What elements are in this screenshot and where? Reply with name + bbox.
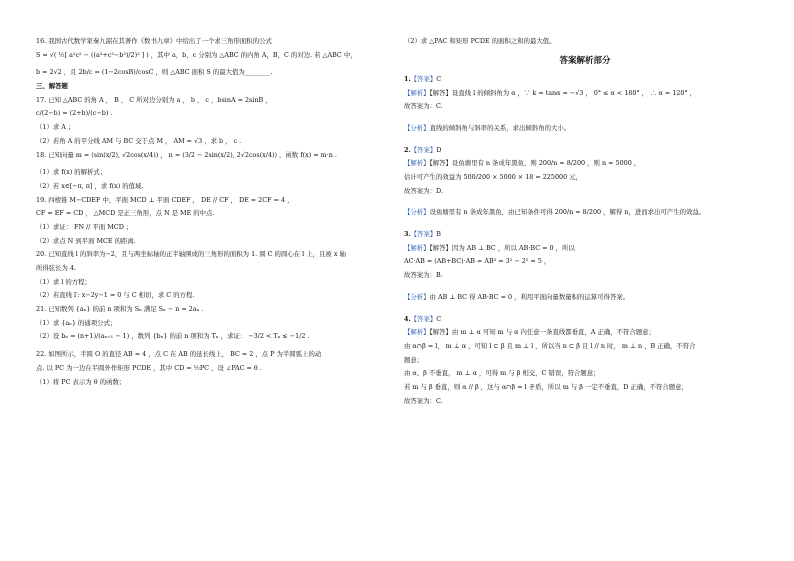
- answer-line: [404, 147, 766, 155]
- answer-line: [404, 231, 766, 239]
- question-line-q16-1: 16. 我国古代数学家秦九韶在其著作《数书九章》中给出了一个求三角形面积的公式: [36, 37, 272, 45]
- answer-tag: 【答案】: [410, 145, 437, 154]
- answer-line: [404, 343, 766, 351]
- answer-text: 由 α∩β = l， m ⊥ α ，可知 l ⊂ β 且 m ⊥ l ，所以当 n ⊂ β 且 l // n 时， m ⊥ n ，B 正确，不符合: [404, 341, 696, 350]
- answers-list: [404, 76, 766, 405]
- answer-block-a2: [404, 147, 766, 217]
- question-line-q22-3: （1）将 PC 表示为 θ 的函数；: [36, 377, 126, 386]
- answer-tag: 【解析】: [404, 328, 430, 337]
- question-line-sec3: 三、解答题: [36, 82, 68, 91]
- answer-text: AC·AB = (AB+BC)·AB = AB² = 3² − 2² = 5 ，: [404, 257, 551, 266]
- question-line-q18-2: （1）求 f(x) 的解析式；: [36, 168, 107, 177]
- answer-text: 设鱼塘里有 n 条成年黑鱼，由已知条件可得 200/n ≈ 8/200 ，解得 n，进而求出可产生的效益。: [429, 208, 706, 217]
- question-line-q16-2: S = √( ½[ a²c² − ((a²+c²−b²)/2)² ] ) ，其中 a，b，c 分别为 △ABC 的内角 A，B，C 的对边. 若 △ABC 中，: [36, 50, 357, 59]
- answer-text: C: [436, 74, 442, 83]
- question-line-q16-3: b = 2√2 ，且 2b/c = (1−2cosB)/cosC ，则 △ABC 面积 S 的最大值为________.: [36, 68, 273, 77]
- question-line-q20-3: （1）求 l 的方程；: [36, 277, 91, 286]
- answer-tag: 【答案】: [410, 74, 437, 83]
- question-line-q20-1: 20. 已知直线 l 的斜率为−2，且与两坐标轴的正半轴围成的三角形的面积为 1. 圆 C 的圆心在 l 上，且被 x 轴: [36, 250, 346, 259]
- answer-line: [404, 188, 766, 196]
- answer-line: [404, 103, 766, 111]
- answer-tag: 【分析】: [404, 123, 430, 132]
- answer-line: [404, 370, 766, 378]
- answer-line: [404, 125, 766, 133]
- question-line-q19-3: （1）求证： FN // 平面 MCD ；: [36, 222, 133, 231]
- answer-tag: 【分析】: [404, 208, 430, 217]
- question-line-q21-1: 21. 已知数列 {aₙ} 的前 n 项和为 Sₙ 满足 Sₙ − n = 2aₙ .: [36, 305, 204, 314]
- answer-line: [404, 258, 766, 266]
- answer-text: 直线的倾斜角与斜率的关系，求出倾斜角的大小。: [429, 123, 571, 132]
- answer-line: [404, 245, 766, 253]
- answer-line: [404, 272, 766, 280]
- question-line-q19-1: 19. 四棱锥 M−CDEF 中，平面 MCD ⊥ 平面 CDEF ， DE // CF ， DE = 2CF = 4 ，: [36, 195, 294, 204]
- answer-text: 故答案为：B.: [404, 271, 443, 280]
- answer-text: 估计可产生的效益为 500/200 × 5000 × 18 = 225000 元，: [404, 173, 582, 181]
- answer-text: 由 α、β 不垂直， m ⊥ α ，可得 m 与 β 相交，C 错误，符合题意；: [404, 369, 600, 378]
- answer-text: 由 AB ⊥ BC 得 AB·BC = 0 ，利用平面向量数量积的运算可得答案。: [429, 292, 630, 301]
- answer-block-a3: [404, 231, 766, 301]
- answer-text: D: [436, 145, 442, 154]
- question-line-q20-4: （2）若直线 l′: x−2y−1 = 0 与 C 相切，求 C 的方程.: [36, 291, 195, 300]
- question-line-q21-2: （1）求 {aₙ} 的通项公式；: [36, 318, 117, 327]
- question-line-q17-4: （2）若角 A 的平分线 AM 与 BC 交于点 M ， AM = √3 ，求 b ， c .: [36, 136, 242, 145]
- answer-tag: 【解析】: [404, 243, 430, 252]
- question-line-q17-1: 17. 已知 △ABC 的角 A ， B ， C 所对边分别为 a ， b ， c ，bsinA = 2sinB ，: [36, 95, 272, 104]
- answer-line: [404, 316, 766, 324]
- answer-line: [404, 329, 766, 337]
- answer-line: [404, 76, 766, 84]
- right-column: [404, 38, 766, 419]
- answer-text: 故答案为：C.: [404, 102, 443, 111]
- answer-text: 故答案为：D.: [404, 186, 443, 195]
- answer-number: 1.: [404, 74, 411, 83]
- answer-text: 【解答】由 m ⊥ α 可知 m 与 α 内任意一条直线都垂直，A 正确，不符合题意；: [429, 328, 655, 337]
- answer-text: C: [436, 314, 442, 323]
- question-line-q17-3: （1）求 A ；: [36, 123, 75, 132]
- answer-block-a4: [404, 316, 766, 406]
- answer-line: [404, 384, 766, 392]
- question-line-q18-3: （2）若 x∈[−π, π] ，求 f(x) 的值域.: [36, 181, 144, 190]
- question-line-q22-2: 点. 以 PC 为一边在半圆外作矩形 PCDE ，其中 CD = ½PC ，设 ∠PAC = θ .: [36, 363, 262, 372]
- answer-line: [404, 90, 766, 98]
- question-line-q21-3: （2）设 bₙ = (n+1)/(aₙ₊₁ − 1) ，数列 {bₙ} 的前 n 项和为 Tₙ ，求证： −3/2 < Tₙ ≤ −1/2 .: [36, 332, 310, 341]
- answer-tag: 【解析】: [404, 88, 430, 97]
- answer-text: 【解答】设鱼塘里有 n 条成年黑鱼，则 200/n ≈ 8/200 ，则 n ≈ 5000 ，: [429, 159, 641, 168]
- answer-text: 【解答】设直线 l 的倾斜角为 α ，∵ k = tanα = −√3 ， 0° ≤ α < 180° ， ∴ α = 120° ，: [429, 88, 697, 97]
- answer-line: [404, 209, 766, 217]
- answer-tag: 【分析】: [404, 292, 430, 301]
- answer-tag: 【答案】: [410, 230, 437, 239]
- answer-text: 若 m 与 β 垂直，则 α // β ，这与 α∩β = l 矛盾，所以 m 与 β 一定不垂直，D 正确，不符合题意，: [404, 382, 688, 391]
- answer-tag: 【答案】: [410, 314, 437, 323]
- answer-tag: 【解析】: [404, 159, 430, 168]
- answer-line: [404, 174, 766, 182]
- left-column: [36, 38, 396, 392]
- q22-part2: （2）求 △PAC 和矩形 PCDE 的面积之和的最大值。: [404, 37, 556, 45]
- question-line-q17-2: c/(2−b) = (2+b)/(c−b) .: [36, 109, 113, 118]
- answer-block-a1: [404, 76, 766, 133]
- answer-line: [404, 294, 766, 302]
- question-line-q19-4: （2）求点 N 到平面 MCE 的距离.: [36, 236, 136, 245]
- answer-line: [404, 357, 766, 365]
- answer-text: B: [436, 230, 441, 239]
- answer-number: 2.: [404, 145, 411, 154]
- question-line-q20-2: 所得弦长为 4.: [36, 264, 77, 272]
- answer-text: 题意；: [404, 355, 424, 364]
- answer-text: 【解答】因为 AB ⊥ BC ，所以 AB·BC = 0 ，所以: [429, 243, 575, 252]
- question-line-q19-2: CF = EF = CD ， △MCD 是正三角形，点 N 是 ME 的中点.: [36, 209, 215, 218]
- answer-line: [404, 160, 766, 168]
- question-line-q22-1: 22. 如图所示，半圆 O 的直径 AB = 4 ，点 C 在 AB 的延长线上， BC = 2 ，点 P 为半圆弧上的动: [36, 350, 322, 359]
- answer-number: 4.: [404, 314, 411, 323]
- answer-line: [404, 398, 766, 406]
- answer-section-title: 答案解析部分: [559, 55, 611, 66]
- question-line-q18-1: 18. 已知向量 m = (sin(x/2), √2cos(x/4)) ， n = (3/2 − 2sin(x/2), 2√2cos(x/4)) ，函数 f(x) = m·n .: [36, 150, 337, 159]
- answer-text: 故答案为：C.: [404, 396, 443, 405]
- answer-number: 3.: [404, 230, 411, 239]
